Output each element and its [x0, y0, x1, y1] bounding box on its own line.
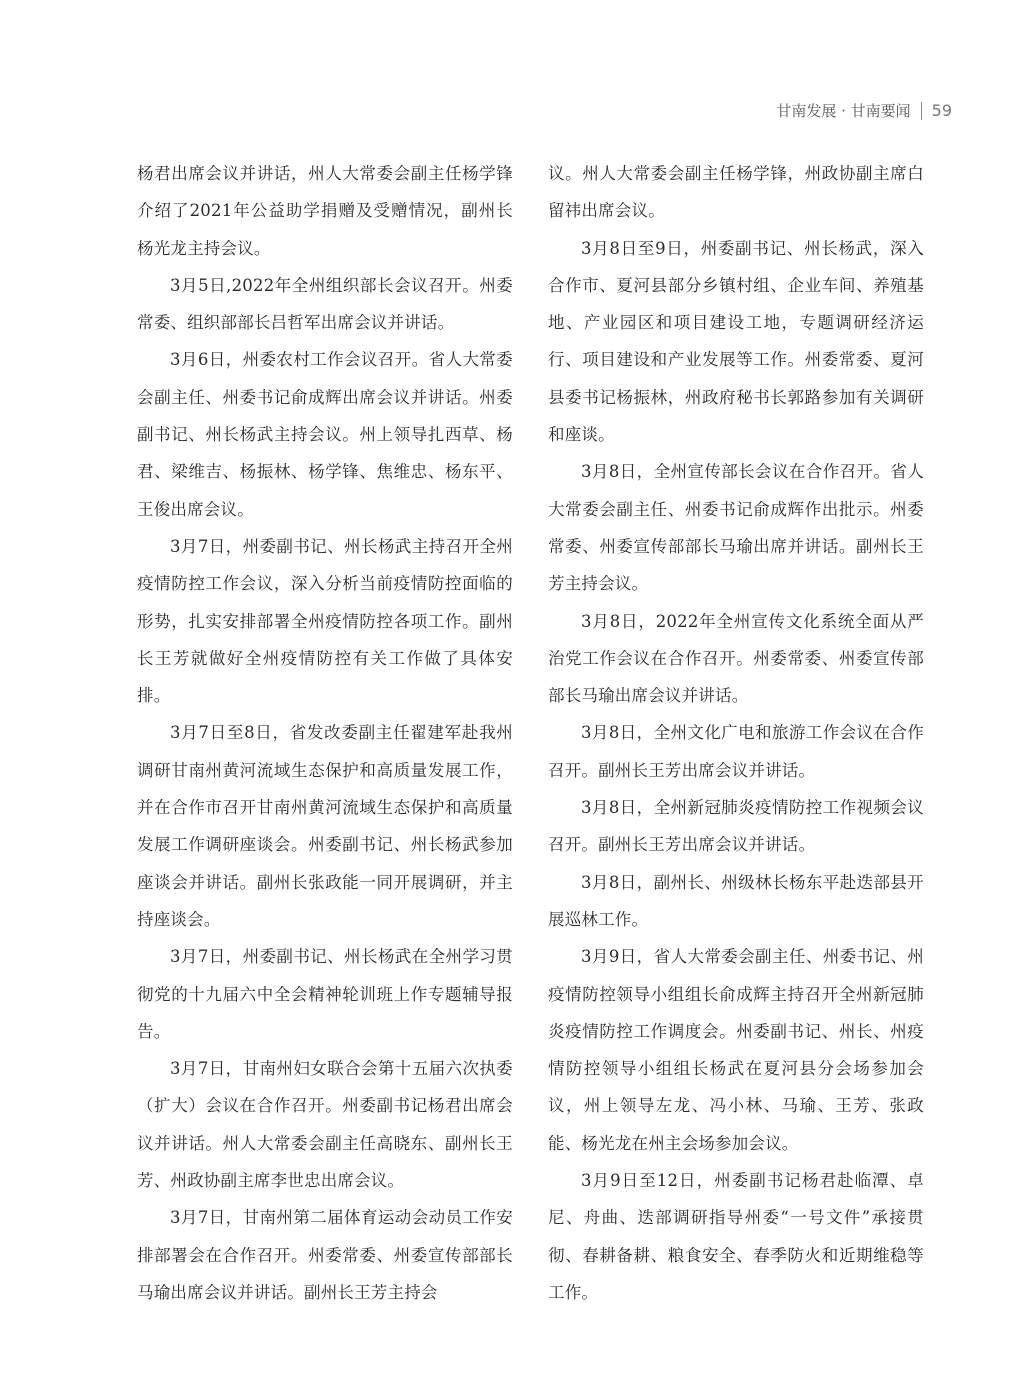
section-title: 甘南发展 · 甘南要闻: [776, 102, 911, 120]
running-header: [776, 100, 952, 121]
paragraph: 3月5日,2022年全州组织部长会议召开。州委常委、组织部部长吕哲军出席会议并讲话。: [137, 275, 513, 333]
paragraph: 3月8日，全州文化广电和旅游工作会议在合作召开。副州长王芳出席会议并讲话。: [548, 723, 924, 780]
paragraph: 3月7日，州委副书记、州长杨武主持召开全州疫情防控工作会议，深入分析当前疫情防控面临的形势，扎实安排部署全州疫情防控各项工作。副州长王芳就做好全州疫情防控有关工作做了具体安排。: [137, 536, 513, 706]
paragraph: 3月7日，甘南州第二届体育运动会动员工作安排部署会在合作召开。州委常委、州委宣传部部长马瑜出席会议并讲话。副州长王芳主持会: [137, 1208, 513, 1302]
paragraph: 3月8日，副州长、州级林长杨东平赴迭部县开展巡林工作。: [548, 872, 924, 929]
paragraph: 3月7日，州委副书记、州长杨武在全州学习贯彻党的十九届六中全会精神轮训班上作专题辅导报告。: [137, 947, 513, 1041]
paragraph: 3月6日，州委农村工作会议召开。省人大常委会副主任、州委书记俞成辉出席会议并讲话。州委副书记、州长杨武主持会议。州上领导扎西草、杨君、梁维吉、杨振林、杨学锋、焦维忠、杨东平、王俊出席会议。: [137, 350, 513, 519]
header-divider: [921, 102, 922, 120]
paragraph: 3月9日，省人大常委会副主任、州委书记、州疫情防控领导小组组长俞成辉主持召开全州新冠肺炎疫情防控工作调度会。州委副书记、州长、州疫情防控领导小组组长杨武在夏河县分会场参加会议，州上领导左龙、冯小林、马瑜、王芳、张政能、杨光龙在州主会场参加会议。: [548, 947, 924, 1153]
paragraph: 杨君出席会议并讲话，州人大常委会副主任杨学锋介绍了2021年公益助学捐赠及受赠情况，副州长杨光龙主持会议。: [137, 164, 513, 258]
paragraph: 3月8日至9日，州委副书记、州长杨武，深入合作市、夏河县部分乡镇村组、企业车间、养殖基地、产业园区和项目建设工地，专题调研经济运行、项目建设和产业发展等工作。州委常委、夏河县委书记杨振林，州政府秘书长郭路参加有关调研和座谈。: [548, 238, 924, 445]
paragraph: 3月8日，2022年全州宣传文化系统全面从严治党工作会议在合作召开。州委常委、州委宣传部部长马瑜出席会议并讲话。: [548, 611, 924, 706]
right-column: [548, 155, 924, 1311]
paragraph: 3月9日至12日，州委副书记杨君赴临潭、卓尼、舟曲、迭部调研指导州委“一号文件”承接贯彻、春耕备耕、粮食安全、春季防火和近期维稳等工作。: [548, 1171, 924, 1302]
paragraph: 3月7日，甘南州妇女联合会第十五届六次执委（扩大）会议在合作召开。州委副书记杨君出席会议并讲话。州人大常委会副主任高晓东、副州长王芳、州政协副主席李世忠出席会议。: [137, 1059, 513, 1191]
paragraph: 议。州人大常委会副主任杨学锋，州政协副主席白留祎出席会议。: [548, 164, 924, 221]
paragraph: 3月8日，全州宣传部长会议在合作召开。省人大常委会副主任、州委书记俞成辉作出批示。州委常委、州委宣传部部长马瑜出席并讲话。副州长王芳主持会议。: [548, 462, 924, 594]
paragraph: 3月8日，全州新冠肺炎疫情防控工作视频会议召开。副州长王芳出席会议并讲话。: [548, 798, 924, 855]
left-column: [137, 155, 513, 1311]
page-number: 59: [931, 101, 952, 120]
paragraph: 3月7日至8日，省发改委副主任翟建军赴我州调研甘南州黄河流域生态保护和高质量发展工作，并在合作市召开甘南州黄河流域生态保护和高质量发展工作调研座谈会。州委副书记、州长杨武参加座谈会并讲话。副州长张政能一同开展调研，并主持座谈会。: [137, 723, 513, 929]
